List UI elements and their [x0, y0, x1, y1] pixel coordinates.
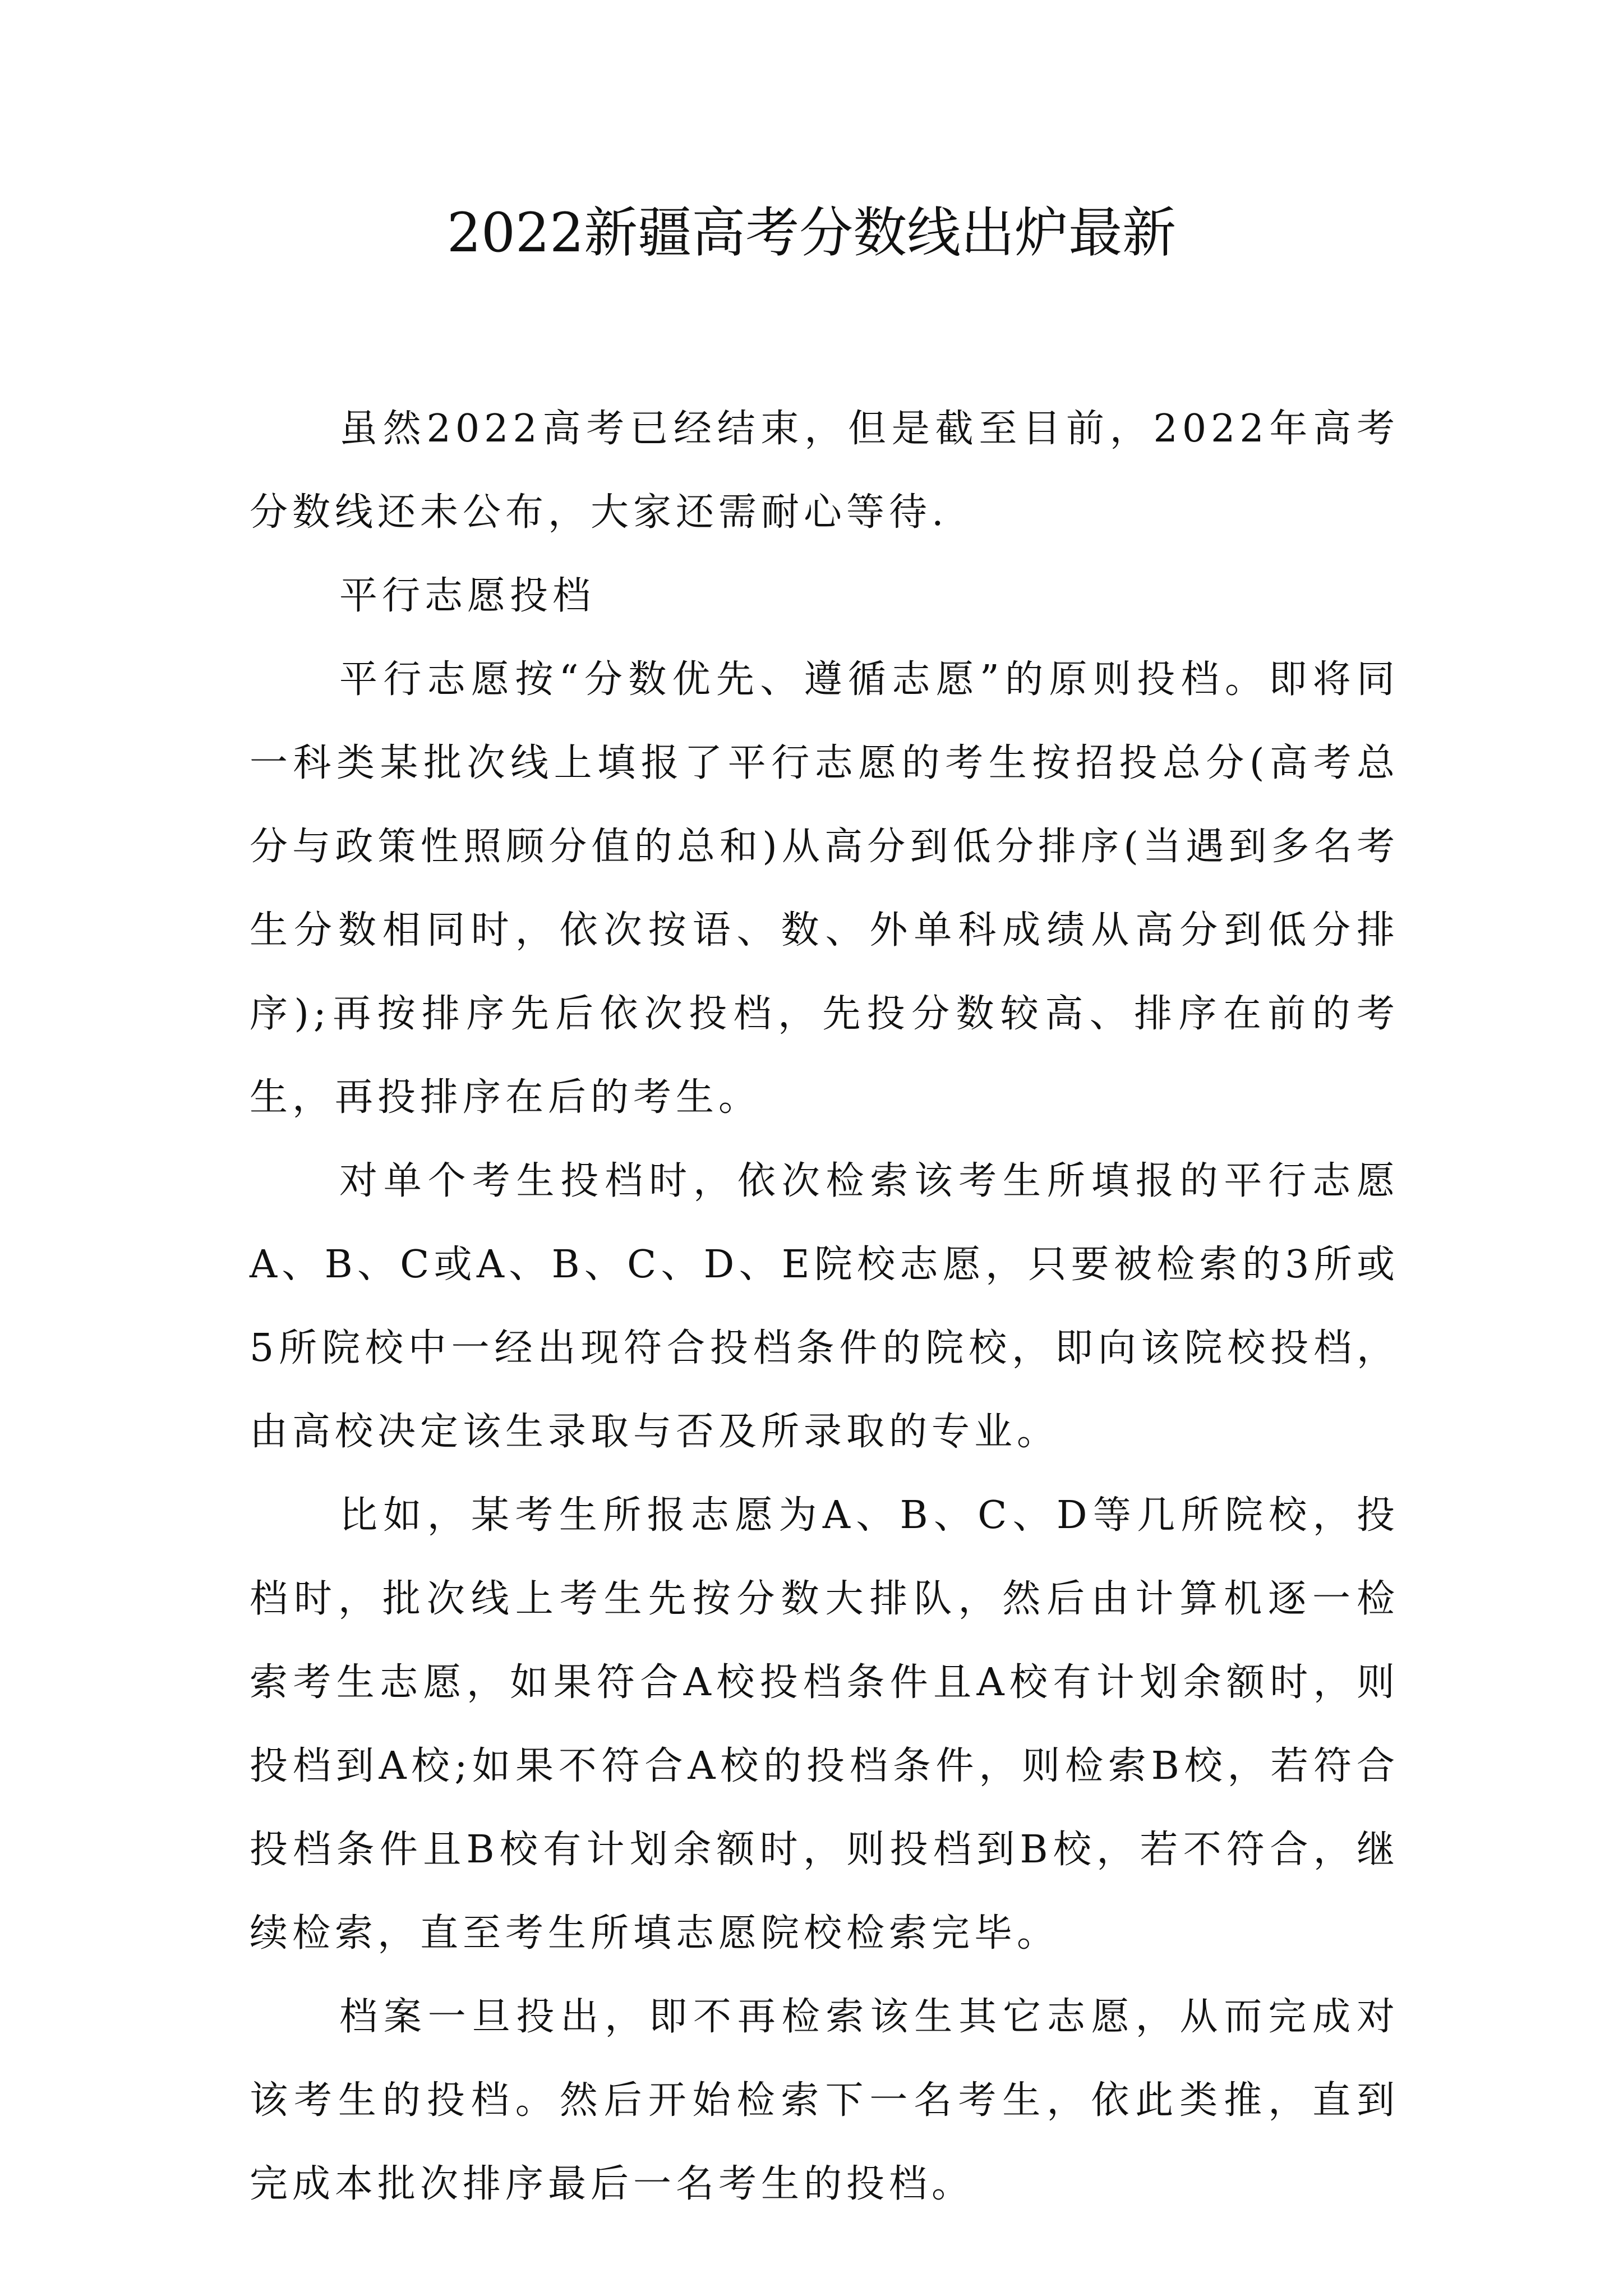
document-title: 2022新疆高考分数线出炉最新 — [446, 201, 1177, 264]
paragraph-conclusion: 档案一旦投出，即不再检索该生其它志愿，从而完成对该考生的投档。然后开始检索下一名考生，依此类推，直到完成本批次排序最后一名考生的投档。 — [250, 1995, 1399, 2206]
paragraph-example: 比如，某考生所报志愿为A、B、C、D等几所院校，投档时，批次线上考生先按分数大排队，然后由计算机逐一检索考生志愿，如果符合A校投档条件且A校有计划余额时，则投档到A校;如果不符合A校的投档条件，则检索B校，若符合投档条件且B校有计划余额时，则投档到B校，若不符合，继续检索，直至考生所填志愿院校检索完毕。 — [250, 1493, 1399, 1955]
paragraph-single-candidate: 对单个考生投档时，依次检索该考生所填报的平行志愿A、B、C或A、B、C、D、E院校志愿，只要被检索的3所或5所院校中一经出现符合投档条件的院校，即向该院校投档，由高校决定该生录取与否及所录取的专业。 — [250, 1159, 1399, 1454]
paragraph-principle: 平行志愿按“分数优先、遵循志愿”的原则投档。即将同一科类某批次线上填报了平行志愿的考生按招投总分(高考总分与政策性照顾分值的总和)从高分到低分排序(当遇到多名考生分数相同时，依次按语、数、外单科成绩从高分到低分排序);再按排序先后依次投档，先投分数较高、排序在前的考生，再投排序在后的考生。 — [250, 657, 1399, 1120]
paragraph-intro: 虽然2022高考已经结束，但是截至目前，2022年高考分数线还未公布，大家还需耐心等待. — [250, 407, 1399, 535]
document-body — [250, 387, 1399, 2226]
paragraph-section-heading: 平行志愿投档 — [339, 574, 596, 618]
